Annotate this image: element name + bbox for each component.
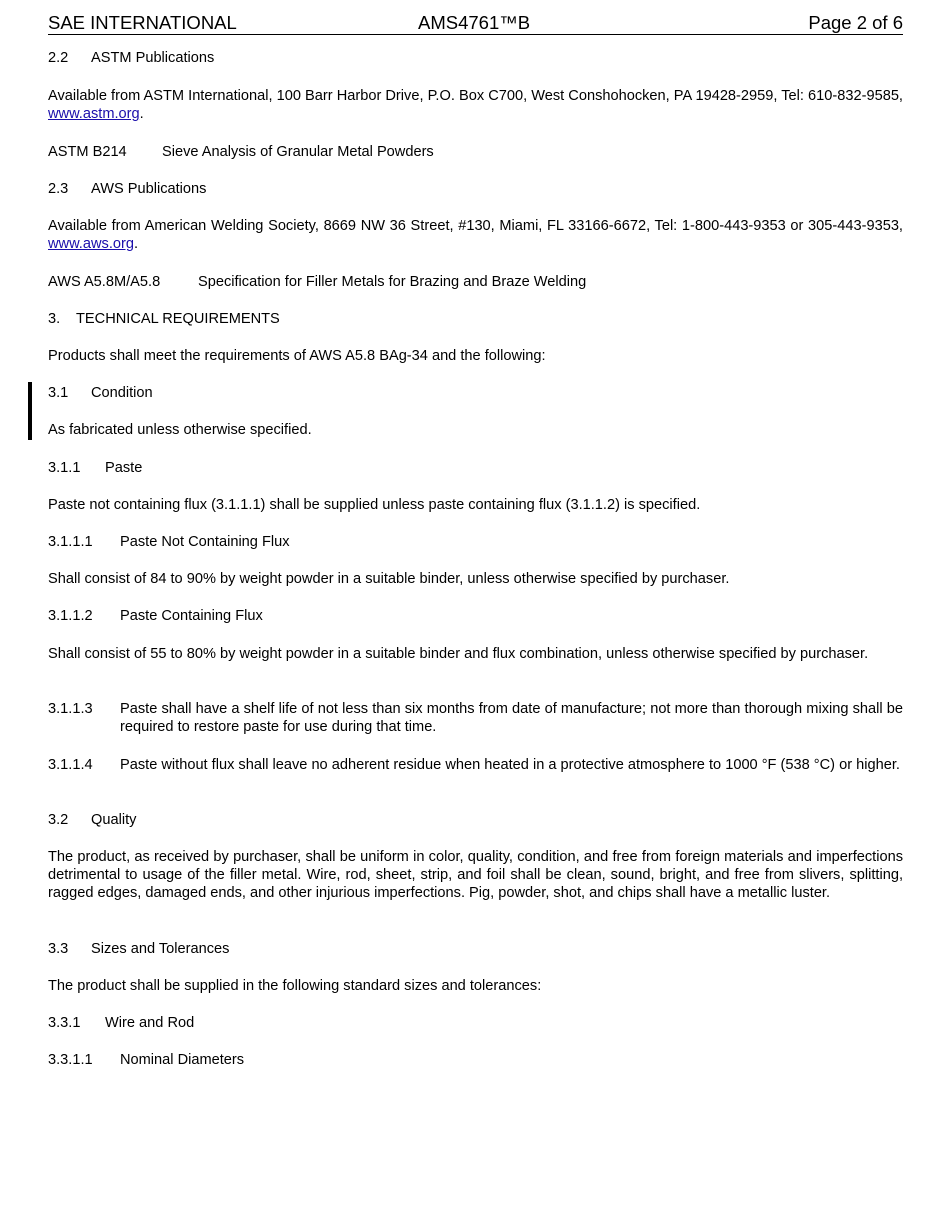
paragraph-text: Paste shall have a shelf life of not less than six months from date of manufacture; not more than thorough mixing shall be required to restore paste for use during that time. xyxy=(120,701,903,736)
section-number: 3.1.1.2 xyxy=(48,608,93,624)
condition-text: As fabricated unless otherwise specified. xyxy=(48,422,312,438)
paste-not-containing-flux-text: Shall consist of 84 to 90% by weight powder in a suitable binder, unless otherwise specified by purchaser. xyxy=(48,571,730,587)
revision-bar xyxy=(28,382,32,440)
page-header xyxy=(48,12,903,35)
heading-3 xyxy=(48,310,903,328)
section-title: TECHNICAL REQUIREMENTS xyxy=(76,311,280,327)
section-number: 3. xyxy=(48,311,61,327)
section-number: 2.3 xyxy=(48,181,69,197)
section-number: 3.1 xyxy=(48,385,69,401)
header-doc-id: AMS4761™B xyxy=(418,12,531,33)
section-title: Paste Containing Flux xyxy=(120,608,263,624)
section-number: 3.3 xyxy=(48,941,69,957)
section-title: Wire and Rod xyxy=(105,1015,195,1031)
section-title: Paste Not Containing Flux xyxy=(120,534,290,550)
section-title: Nominal Diameters xyxy=(120,1052,245,1068)
paste-text: Paste not containing flux (3.1.1.1) shall be supplied unless paste containing flux (3.1.1.2) is specified. xyxy=(48,497,701,513)
ref-aws-a5-8 xyxy=(48,273,903,291)
sizes-text: The product shall be supplied in the following standard sizes and tolerances: xyxy=(48,978,542,994)
section-number: 3.1.1.3 xyxy=(48,701,93,717)
heading-3-3-1-1 xyxy=(48,1051,903,1069)
para-3-1-1-3 xyxy=(48,700,903,736)
aws-availability xyxy=(48,217,903,253)
header-org: SAE INTERNATIONAL xyxy=(48,12,237,33)
section-number: 3.1.1 xyxy=(48,460,81,476)
technical-intro: Products shall meet the requirements of AWS A5.8 BAg-34 and the following: xyxy=(48,348,546,364)
section-title: AWS Publications xyxy=(91,181,207,197)
paragraph-text: Paste without flux shall leave no adherent residue when heated in a protective atmosphere to 1000 °F (538 °C) or higher. xyxy=(120,757,900,773)
heading-3-3-1 xyxy=(48,1014,903,1032)
ref-code: ASTM B214 xyxy=(48,144,127,160)
section-title: Quality xyxy=(91,812,137,828)
aws-period: . xyxy=(133,236,139,253)
section-title: Paste xyxy=(105,460,143,476)
section-number: 2.2 xyxy=(48,50,69,66)
ref-astm-b214 xyxy=(48,143,903,161)
astm-period: . xyxy=(139,106,144,123)
section-title: Condition xyxy=(91,385,153,401)
section-number: 3.3.1.1 xyxy=(48,1052,93,1068)
ref-title: Sieve Analysis of Granular Metal Powders xyxy=(162,144,434,160)
aws-address-text: Available from American Welding Society, 8669 NW 36 Street, #130, Miami, FL 33166-6672, Tel: 1-800-443-9353 or 305-443-9353, xyxy=(48,218,903,234)
section-number: 3.3.1 xyxy=(48,1015,81,1031)
astm-link[interactable]: www.astm.org xyxy=(48,106,140,123)
section-title: ASTM Publications xyxy=(91,50,215,66)
para-3-1-1-4 xyxy=(48,756,903,774)
heading-3-1-1-2 xyxy=(48,607,903,625)
header-page-number: Page 2 of 6 xyxy=(808,12,903,33)
quality-text: The product, as received by purchaser, shall be uniform in color, quality, condition, and free from foreign materials and imperfections detrimental to usage of the filler metal. Wire, rod, sheet, strip, and foil shall be clean, sound, bright, and free from slivers, splitting, ragged edges, damaged ends, and other injurious imperfections. Pig, powder, shot, and chips shall have a metallic luster. xyxy=(48,849,903,902)
ref-title: Specification for Filler Metals for Brazing and Braze Welding xyxy=(198,274,587,290)
heading-3-2 xyxy=(48,811,903,829)
heading-3-1-1-1 xyxy=(48,533,903,551)
heading-3-1-1 xyxy=(48,459,903,477)
aws-link[interactable]: www.aws.org xyxy=(48,236,134,253)
paste-containing-flux-text: Shall consist of 55 to 80% by weight powder in a suitable binder and flux combination, unless otherwise specified by purchaser. xyxy=(48,646,869,662)
heading-2-3 xyxy=(48,180,903,198)
section-title: Sizes and Tolerances xyxy=(91,941,230,957)
heading-3-1 xyxy=(48,384,903,402)
astm-address-text: Available from ASTM International, 100 Barr Harbor Drive, P.O. Box C700, West Conshohocken, PA 19428-2959, Tel: 610-832-9585, xyxy=(48,88,903,104)
astm-availability xyxy=(48,87,903,123)
heading-3-3 xyxy=(48,940,903,958)
section-number: 3.1.1.1 xyxy=(48,534,93,550)
section-number: 3.2 xyxy=(48,812,69,828)
heading-2-2 xyxy=(48,49,903,67)
section-number: 3.1.1.4 xyxy=(48,757,93,773)
ref-code: AWS A5.8M/A5.8 xyxy=(48,274,161,290)
